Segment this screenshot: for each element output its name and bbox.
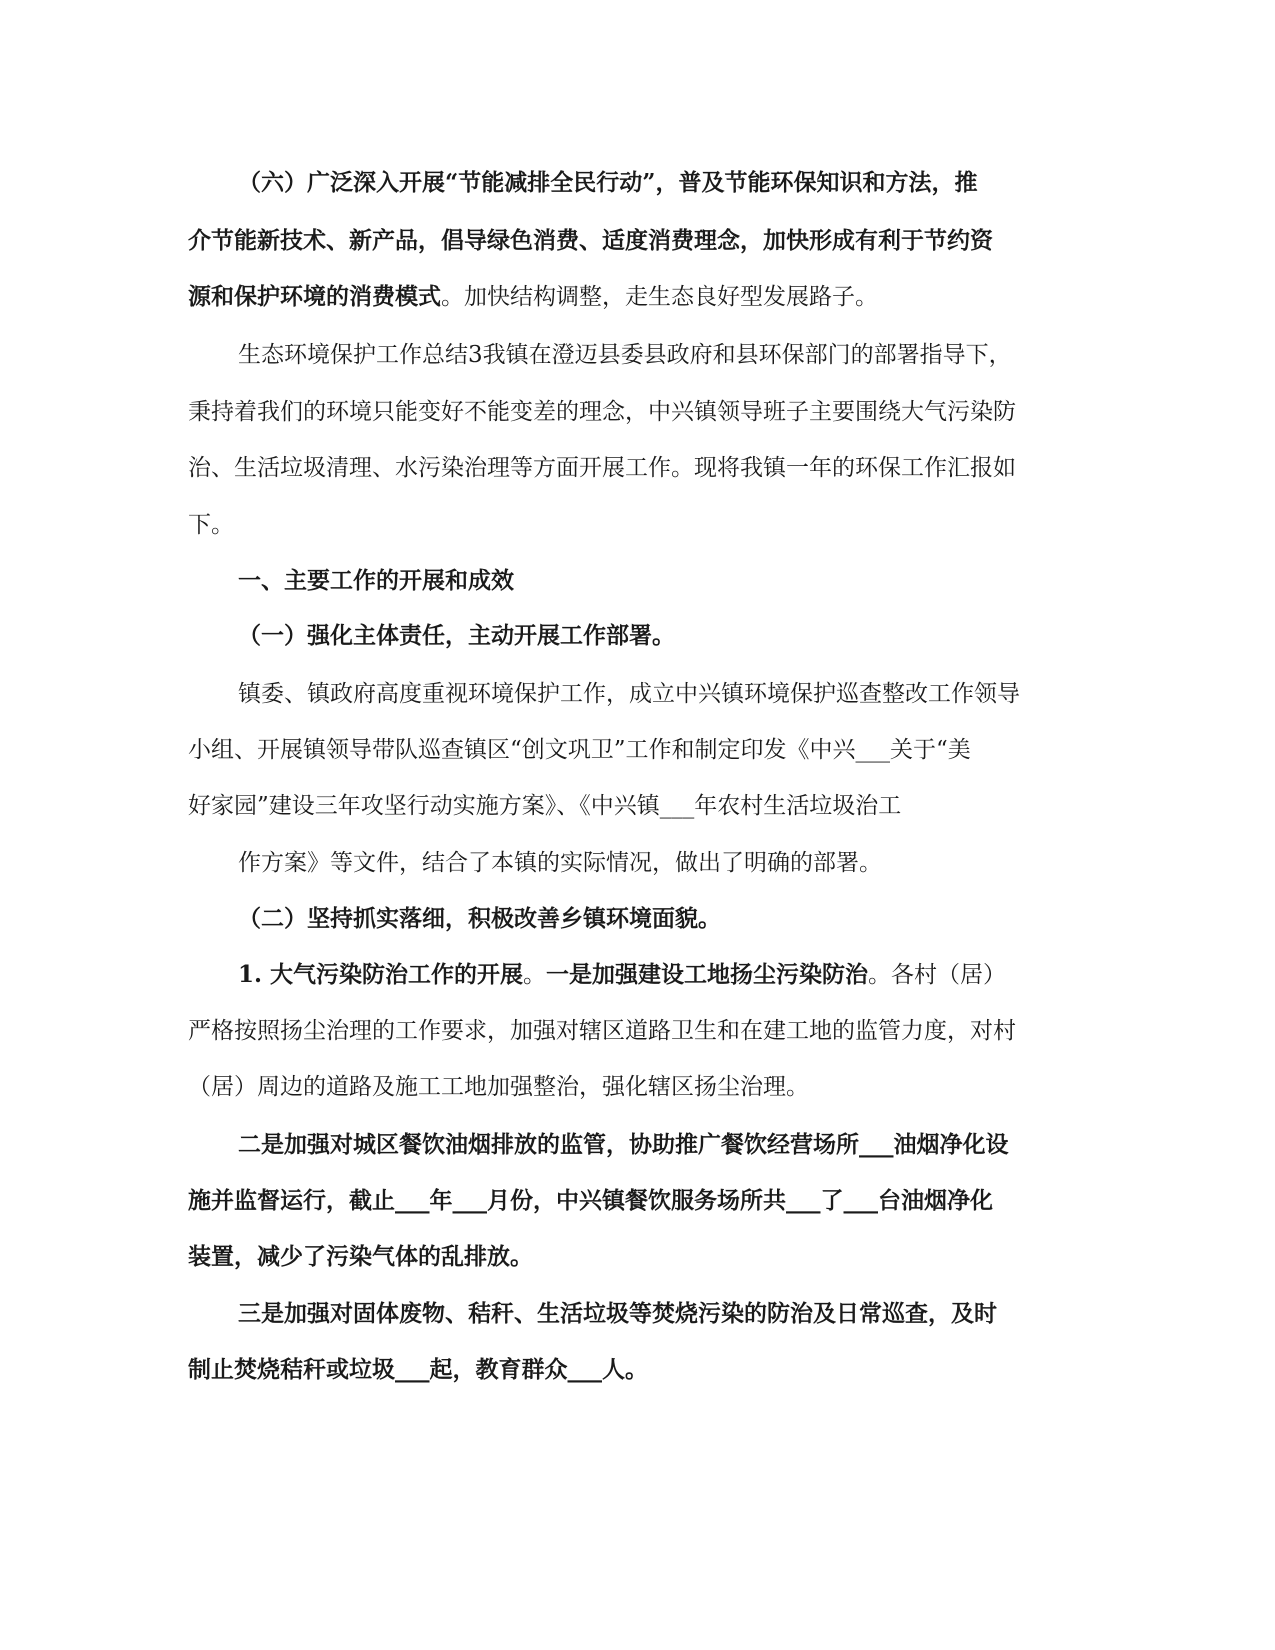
paragraph-6-line-3-rest: 。加快结构调整，走生态良好型发展路子。 [441, 284, 878, 310]
intro-paragraph-line-1: 生态环境保护工作总结3我镇在澄迈县委县政府和县环保部门的部署指导下， [238, 342, 1012, 368]
air-pollution-line-3: （居）周边的道路及施工工地加强整治，强化辖区扬尘治理。 [188, 1074, 809, 1100]
air-pollution-title: 1. 大气污染防治工作的开展 [238, 961, 524, 988]
subsection-heading-1: （一）强化主体责任，主动开展工作部署。 [238, 622, 675, 649]
paragraph-6-line-3-bold: 源和保护环境的消费模式 [188, 283, 441, 310]
burning-paragraph-line-2: 制止焚烧秸秆或垃圾___起，教育群众___人。 [188, 1356, 648, 1383]
air-pollution-separator: 。 [523, 962, 547, 988]
intro-paragraph-line-3: 治、生活垃圾清理、水污染治理等方面开展工作。现将我镇一年的环保工作汇报如 [188, 455, 1016, 481]
deployment-paragraph-line-1: 镇委、镇政府高度重视环境保护工作，成立中兴镇环境保护巡查整改工作领导 [238, 681, 1020, 707]
section-heading-1: 一、主要工作的开展和成效 [238, 567, 514, 594]
catering-paragraph-line-1: 二是加强对城区餐饮油烟排放的监管，协助推广餐饮经营场所___油烟净化设 [238, 1131, 1009, 1158]
air-pollution-point-1: 一是加强建设工地扬尘污染防治 [546, 961, 869, 988]
deployment-paragraph-line-3: 好家园”建设三年攻坚行动实施方案》、《中兴镇___年农村生活垃圾治工 [188, 793, 902, 819]
subsection-heading-2: （二）坚持抓实落细，积极改善乡镇环境面貌。 [238, 905, 721, 932]
air-pollution-line-1 [238, 960, 1138, 990]
deployment-paragraph-line-2: 小组、开展镇领导带队巡查镇区“创文巩卫”工作和制定印发《中兴___关于“美 [188, 737, 971, 763]
deployment-paragraph-line-4: 作方案》等文件，结合了本镇的实际情况，做出了明确的部署。 [238, 850, 882, 876]
catering-paragraph-line-2: 施并监督运行，截止___年___月份，中兴镇餐饮服务场所共___了___台油烟净化 [188, 1187, 993, 1214]
intro-paragraph-line-4: 下。 [188, 512, 234, 538]
paragraph-6-line-3 [188, 282, 1088, 312]
air-pollution-line-2: 严格按照扬尘治理的工作要求，加强对辖区道路卫生和在建工地的监管力度，对村 [188, 1018, 1016, 1044]
paragraph-6-line-1: （六）广泛深入开展“节能减排全民行动”，普及节能环保知识和方法，推 [238, 169, 978, 196]
burning-paragraph-line-1: 三是加强对固体废物、秸秆、生活垃圾等焚烧污染的防治及日常巡查，及时 [238, 1300, 997, 1327]
air-pollution-line-1-rest: 。各村（居） [868, 962, 1007, 988]
catering-paragraph-line-3: 装置，减少了污染气体的乱排放。 [188, 1243, 533, 1270]
paragraph-6-line-2: 介节能新技术、新产品，倡导绿色消费、适度消费理念，加快形成有利于节约资 [188, 227, 993, 254]
intro-paragraph-line-2: 秉持着我们的环境只能变好不能变差的理念，中兴镇领导班子主要围绕大气污染防 [188, 399, 1016, 425]
